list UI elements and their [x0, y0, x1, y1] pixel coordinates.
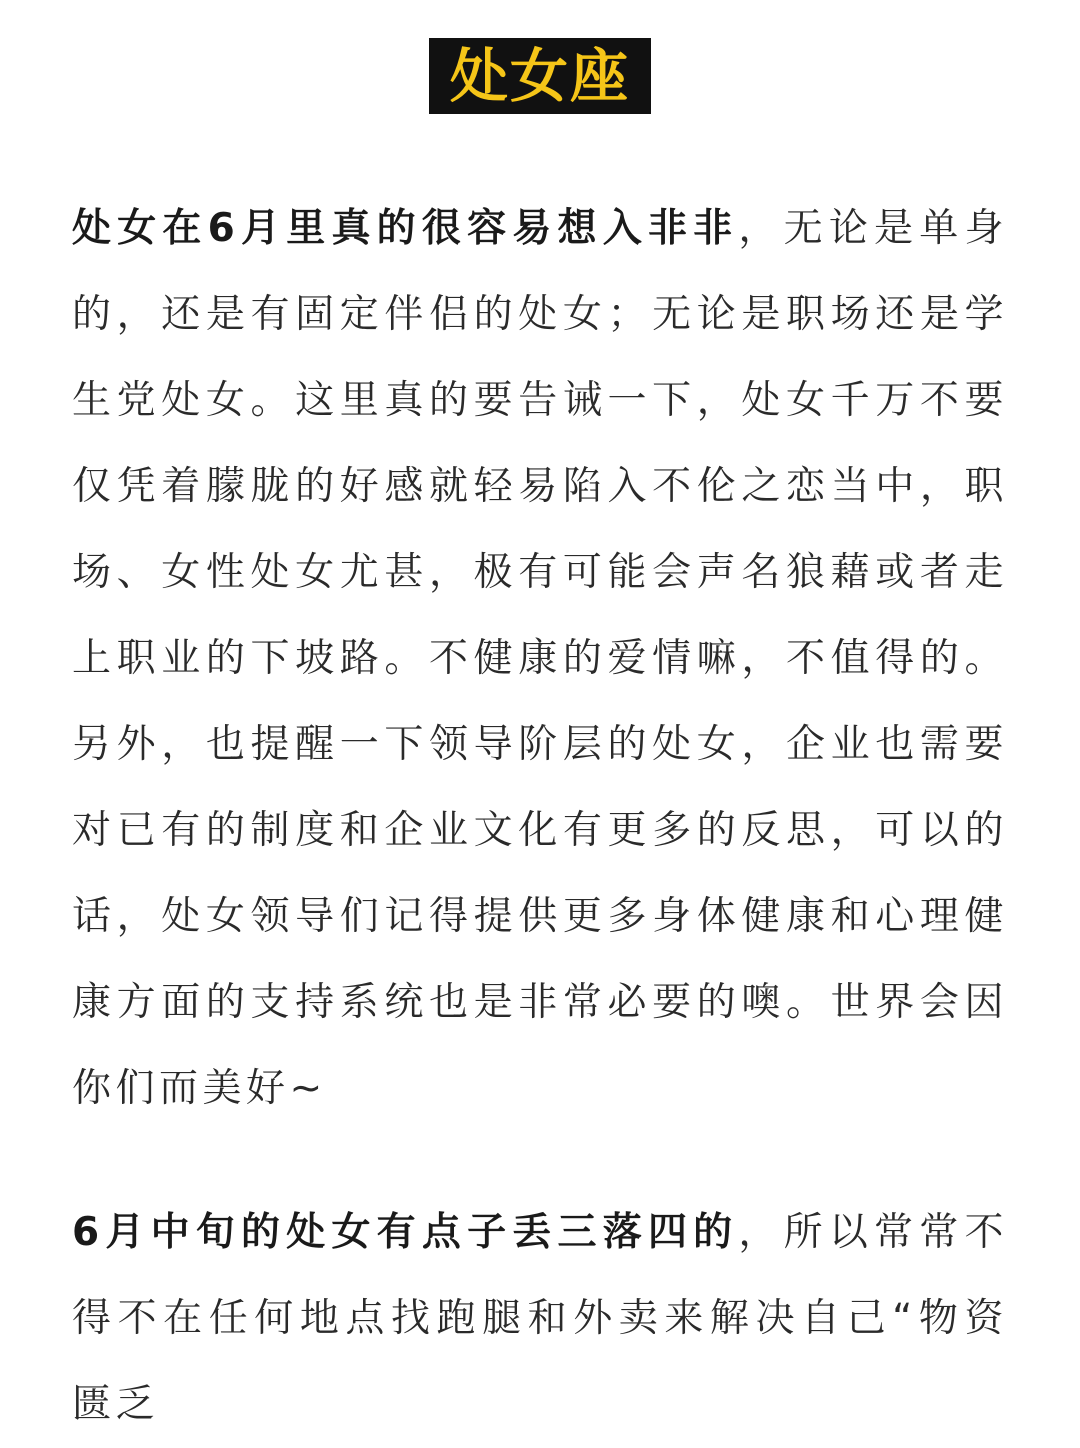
title-banner — [429, 38, 651, 114]
paragraph-lead: 6月中旬的处女有点子丢三落四的 — [72, 1210, 739, 1255]
paragraph-lead: 处女在6月里真的很容易想入非非 — [72, 206, 739, 251]
paragraph-body: ，无论是单身的，还是有固定伴侣的处女；无论是职场还是学生党处女。这里真的要告诫一下，处女千万不要仅凭着朦胧的好感就轻易陷入不伦之恋当中，职场、女性处女尤甚，极有可能会声名狼藉或者走上职业的下坡路。不健康的爱情嘛，不值得的。另外，也提醒一下领导阶层的处女，企业也需要对已有的制度和企业文化有更多的反思，可以的话，处女领导们记得提供更多身体健康和心理健康方面的支持系统也是非常必要的噢。世界会因你们而美好~ — [72, 206, 1008, 1111]
page-title: 处女座 — [449, 42, 630, 110]
paragraph-june-daydreaming — [72, 186, 1008, 1132]
paragraph-body: ，所以常常不得不在任何地点找跑腿和外卖来解决自己“物资匮乏 — [72, 1210, 1008, 1427]
paragraph-mid-june-forgetful — [72, 1190, 1008, 1448]
